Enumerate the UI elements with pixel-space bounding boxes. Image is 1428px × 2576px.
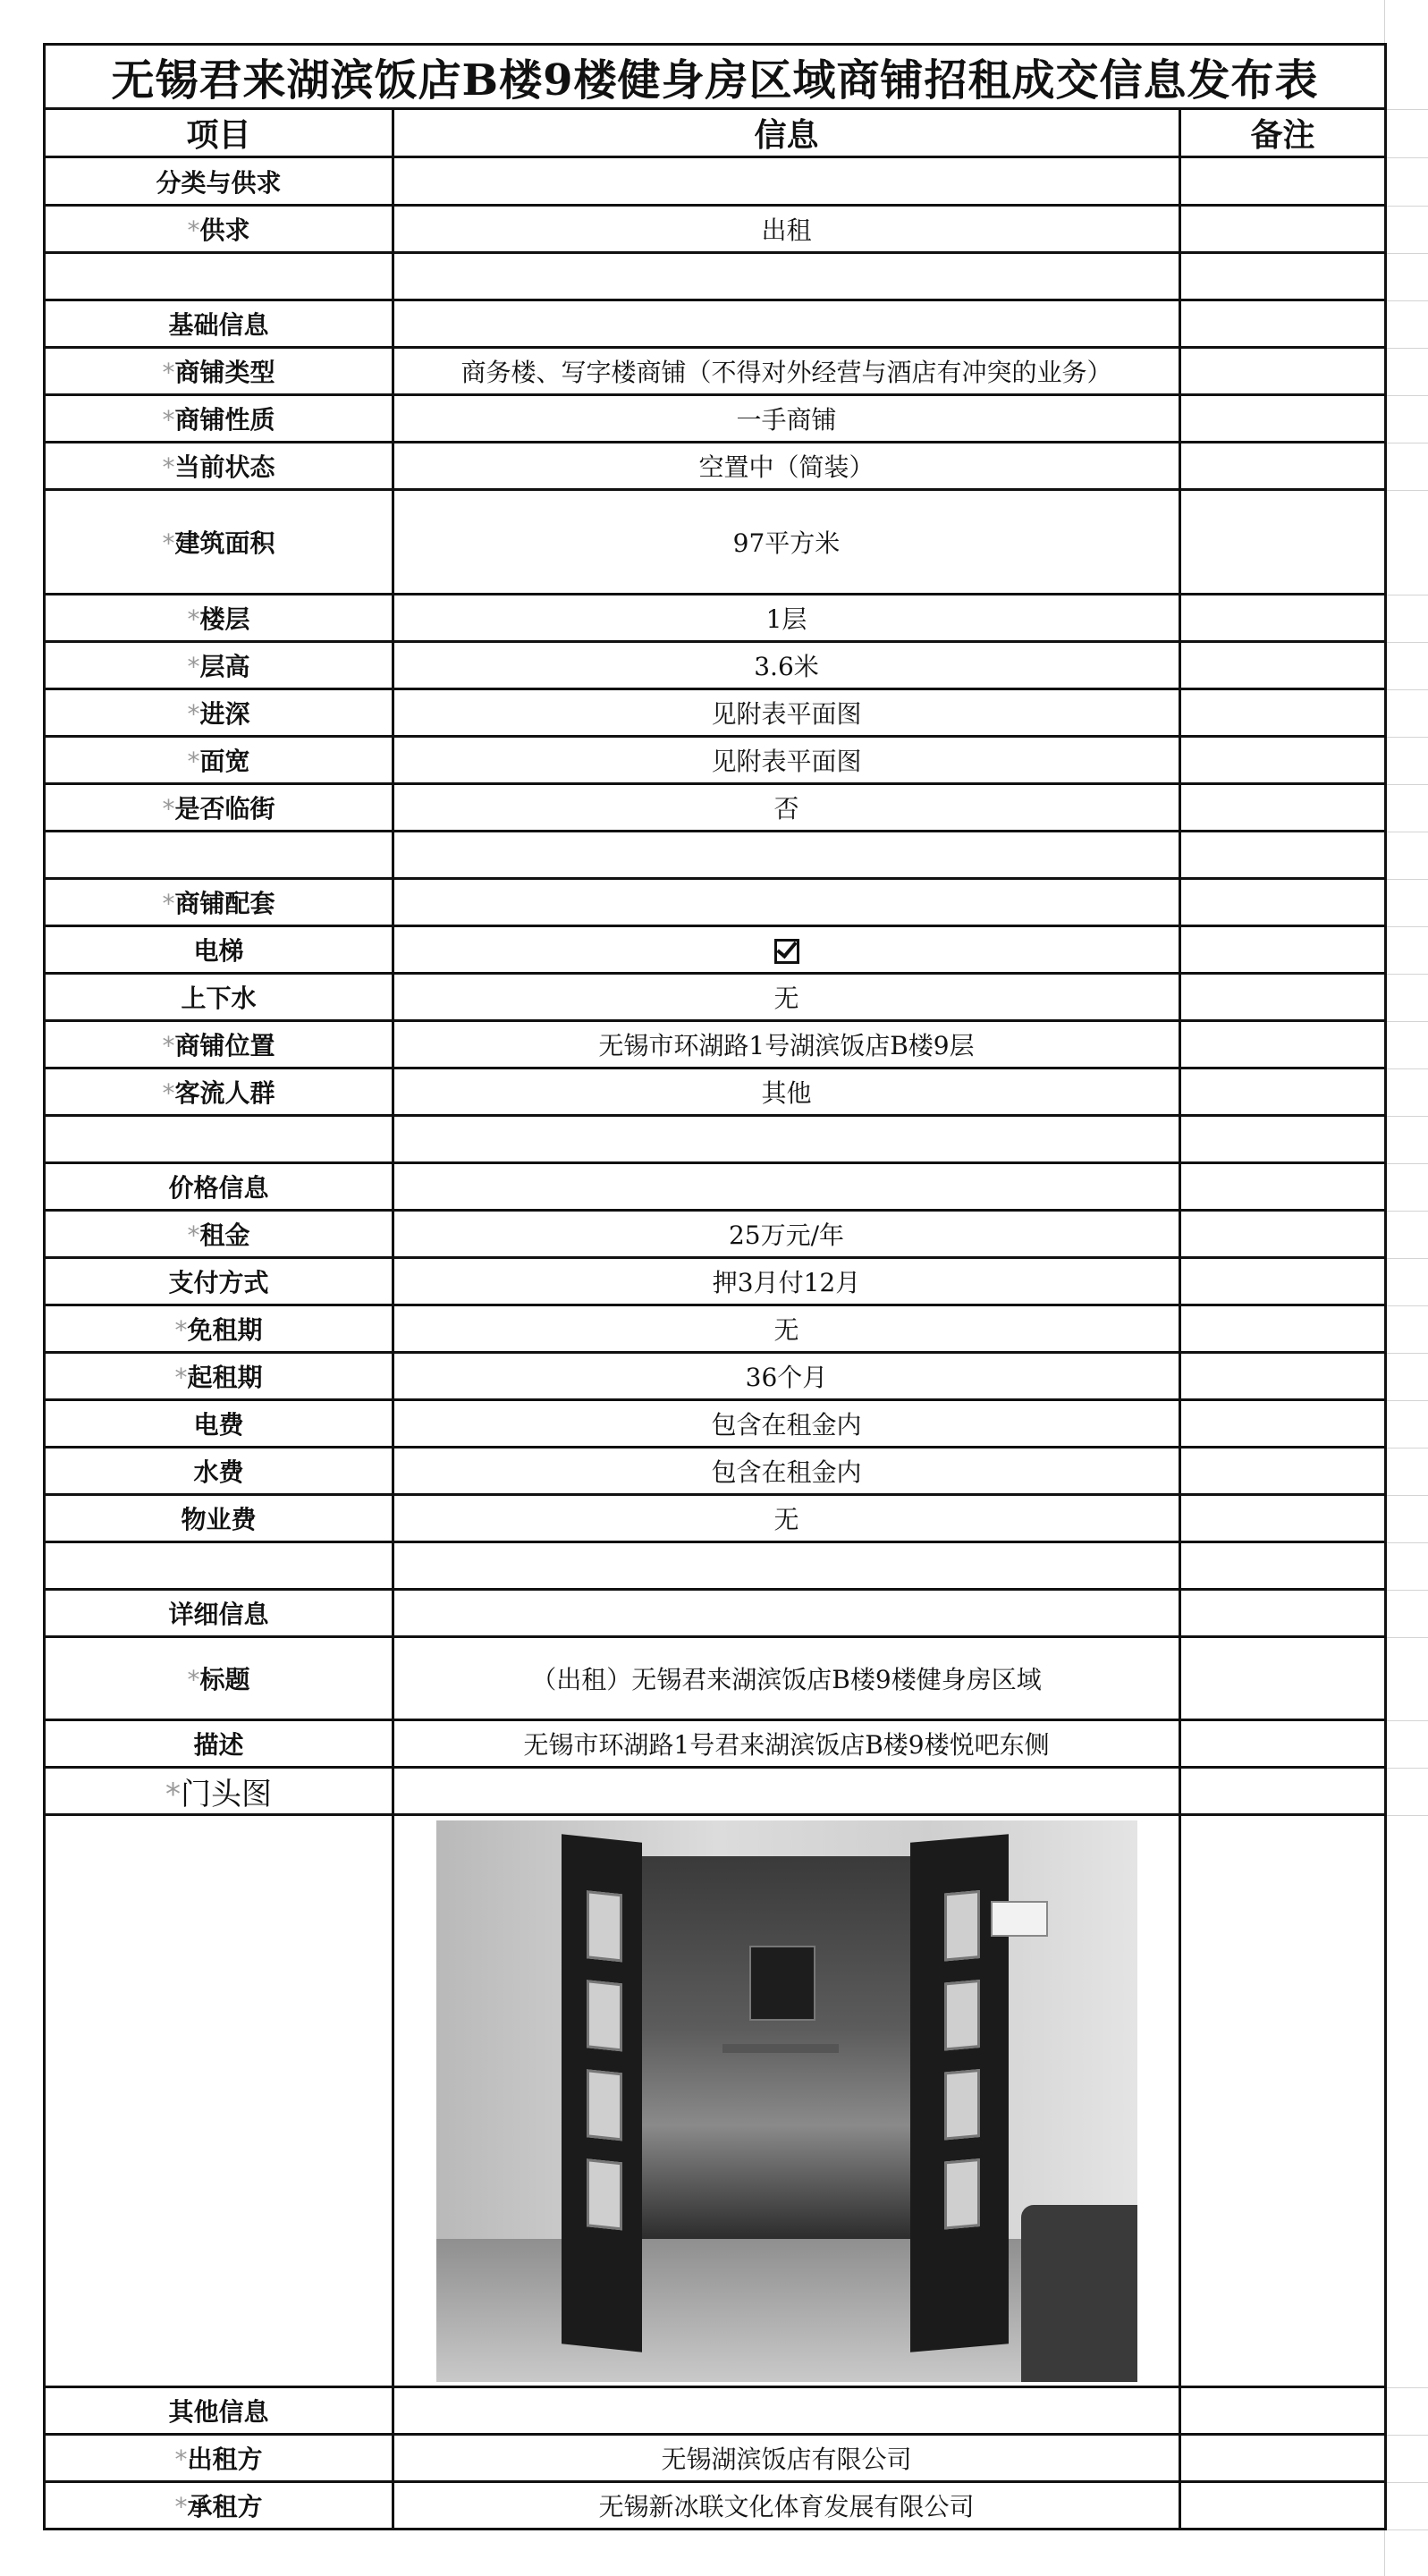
- row-label: [45, 1542, 393, 1590]
- row-value: [393, 1815, 1180, 2387]
- row-label: [45, 974, 393, 1021]
- page-title: 无锡君来湖滨饭店B楼9楼健身房区域商铺招租成交信息发布表: [45, 45, 1386, 109]
- row-label-text: 描述: [193, 1730, 244, 1760]
- row-note: [1180, 926, 1386, 974]
- gridline: [1384, 1258, 1428, 1259]
- row-note: [1180, 974, 1386, 1021]
- row-label: [45, 1353, 393, 1400]
- row-note: [1180, 1815, 1386, 2387]
- row-note: [1180, 1448, 1386, 1495]
- row-label: [45, 1815, 393, 2387]
- required-mark: *: [165, 1776, 181, 1812]
- table-row: [45, 300, 1386, 348]
- row-label: [45, 206, 393, 253]
- table-row: [45, 1815, 1386, 2387]
- row-note: [1180, 1211, 1386, 1258]
- table-row: [45, 348, 1386, 395]
- interior-shelf: [749, 1946, 815, 2021]
- row-value: 3.6米: [393, 642, 1180, 689]
- row-label-text: 电费: [193, 1410, 244, 1440]
- table-row: [45, 1448, 1386, 1495]
- gridline: [1384, 1021, 1428, 1022]
- row-value: 商务楼、写字楼商铺（不得对外经营与酒店有冲突的业务）: [393, 348, 1180, 395]
- table-row: [45, 2435, 1386, 2482]
- row-label-text: 水费: [193, 1457, 244, 1487]
- row-note: [1180, 1258, 1386, 1305]
- row-label: [45, 595, 393, 642]
- gridline: [1384, 642, 1428, 643]
- required-mark: *: [162, 452, 175, 482]
- table-row: [45, 879, 1386, 926]
- row-value: [393, 157, 1180, 206]
- row-value: [393, 1768, 1180, 1815]
- row-note: [1180, 1720, 1386, 1768]
- row-note: [1180, 2435, 1386, 2482]
- table-row: [45, 206, 1386, 253]
- row-label: [45, 2435, 393, 2482]
- row-note: [1180, 1116, 1386, 1163]
- row-value: 包含在租金内: [393, 1400, 1180, 1448]
- row-label: [45, 1768, 393, 1815]
- table-row: [45, 1768, 1386, 1815]
- row-note: [1180, 1163, 1386, 1211]
- row-label-text: 层高: [199, 652, 250, 681]
- table-row: [45, 1495, 1386, 1542]
- gridline: [1384, 2387, 1428, 2388]
- table-row: [45, 832, 1386, 879]
- gridline: [1384, 1305, 1428, 1306]
- row-label-text: 客流人群: [174, 1078, 275, 1108]
- row-label: [45, 300, 393, 348]
- required-mark: *: [174, 2492, 188, 2521]
- row-label-text: 商铺配套: [174, 889, 275, 918]
- row-value: （出租）无锡君来湖滨饭店B楼9楼健身房区域: [393, 1637, 1180, 1720]
- row-label-text: 建筑面积: [174, 528, 275, 558]
- gridline: [1384, 2482, 1428, 2483]
- row-label: [45, 832, 393, 879]
- table-row: [45, 1068, 1386, 1116]
- row-note: [1180, 395, 1386, 443]
- table-row: [45, 1258, 1386, 1305]
- required-mark: *: [162, 889, 175, 918]
- row-label-text: 供求: [199, 215, 250, 245]
- row-note: [1180, 1353, 1386, 1400]
- row-note: [1180, 253, 1386, 300]
- row-value: 97平方米: [393, 490, 1180, 595]
- table-row: [45, 1211, 1386, 1258]
- row-label-text: 起租期: [187, 1363, 263, 1392]
- row-value: 出租: [393, 206, 1180, 253]
- row-value: 空置中（简装）: [393, 443, 1180, 490]
- required-mark: *: [162, 358, 175, 387]
- gridline: [1384, 1637, 1428, 1638]
- gridline: [1384, 157, 1428, 158]
- gridline: [1384, 737, 1428, 738]
- row-label-text: 商铺性质: [174, 405, 275, 435]
- row-label: [45, 1495, 393, 1542]
- row-label-text: 标题: [199, 1665, 250, 1694]
- row-note: [1180, 832, 1386, 879]
- gridline: [1384, 1116, 1428, 1117]
- row-note: [1180, 879, 1386, 926]
- gridline: [1384, 974, 1428, 975]
- row-label-text: 租金: [199, 1220, 250, 1250]
- table-row: [45, 784, 1386, 832]
- required-mark: *: [187, 1665, 200, 1694]
- required-mark: *: [162, 528, 175, 558]
- row-value: 见附表平面图: [393, 737, 1180, 784]
- gridline: [1384, 300, 1428, 301]
- gridline: [1384, 926, 1428, 927]
- gridline: [1384, 879, 1428, 880]
- row-value: 无锡市环湖路1号湖滨饭店B楼9层: [393, 1021, 1180, 1068]
- gridline: [1384, 689, 1428, 690]
- table-row: [45, 974, 1386, 1021]
- row-value: 无: [393, 1495, 1180, 1542]
- table-row: [45, 1542, 1386, 1590]
- row-label: [45, 1637, 393, 1720]
- sofa: [1021, 2205, 1137, 2382]
- row-note: [1180, 443, 1386, 490]
- required-mark: *: [174, 1363, 188, 1392]
- table-row: [45, 1353, 1386, 1400]
- row-value: 否: [393, 784, 1180, 832]
- spreadsheet-gridlines: [1384, 0, 1428, 2576]
- gridline: [1384, 1542, 1428, 1543]
- table-row: [45, 689, 1386, 737]
- required-mark: *: [162, 405, 175, 435]
- row-value: [393, 1590, 1180, 1637]
- gridline: [1384, 1495, 1428, 1496]
- row-label: [45, 1258, 393, 1305]
- row-label-text: 门头图: [181, 1776, 272, 1812]
- row-label: [45, 253, 393, 300]
- row-value: 无锡新冰联文化体育发展有限公司: [393, 2482, 1180, 2530]
- row-note: [1180, 1068, 1386, 1116]
- row-label: [45, 1068, 393, 1116]
- row-value: [393, 300, 1180, 348]
- gridline: [1384, 1815, 1428, 1816]
- row-label-text: 详细信息: [168, 1600, 269, 1629]
- row-value: [393, 926, 1180, 974]
- row-note: [1180, 1400, 1386, 1448]
- row-label-text: 基础信息: [168, 310, 269, 340]
- required-mark: *: [162, 1078, 175, 1108]
- row-value: 1层: [393, 595, 1180, 642]
- listing-table: [43, 43, 1387, 2530]
- row-note: [1180, 737, 1386, 784]
- row-value: 无: [393, 974, 1180, 1021]
- required-mark: *: [174, 2445, 188, 2474]
- header-item: 项目: [45, 109, 393, 157]
- row-label: [45, 926, 393, 974]
- gridline: [1384, 1353, 1428, 1354]
- gridline: [1384, 1400, 1428, 1401]
- table-row: [45, 1116, 1386, 1163]
- table-row: [45, 253, 1386, 300]
- row-label: [45, 689, 393, 737]
- row-label: [45, 348, 393, 395]
- row-value: [393, 832, 1180, 879]
- row-label: [45, 1116, 393, 1163]
- row-label: [45, 1400, 393, 1448]
- row-note: [1180, 348, 1386, 395]
- table-row: [45, 926, 1386, 974]
- row-note: [1180, 1768, 1386, 1815]
- table-row: [45, 2482, 1386, 2530]
- required-mark: *: [162, 794, 175, 823]
- required-mark: *: [187, 1220, 200, 1250]
- required-mark: *: [162, 1031, 175, 1060]
- row-label-text: 其他信息: [168, 2397, 269, 2427]
- row-note: [1180, 157, 1386, 206]
- row-label: [45, 1163, 393, 1211]
- table-row: [45, 1720, 1386, 1768]
- row-note: [1180, 1021, 1386, 1068]
- row-label-text: 电梯: [193, 936, 244, 966]
- row-value: 其他: [393, 1068, 1180, 1116]
- gridline: [1384, 1720, 1428, 1721]
- gridline: [1384, 348, 1428, 349]
- row-label-text: 出租方: [187, 2445, 263, 2474]
- row-label-text: 分类与供求: [156, 167, 282, 198]
- table-row: [45, 490, 1386, 595]
- required-mark: *: [187, 652, 200, 681]
- table-row: [45, 157, 1386, 206]
- storefront-photo: [436, 1820, 1137, 2382]
- row-note: [1180, 1637, 1386, 1720]
- row-value: [393, 253, 1180, 300]
- gridline: [1384, 253, 1428, 254]
- row-label: [45, 490, 393, 595]
- row-label: [45, 157, 393, 206]
- table-row: [45, 1163, 1386, 1211]
- table-row: [45, 642, 1386, 689]
- required-mark: *: [187, 215, 200, 245]
- row-label-text: 物业费: [181, 1505, 257, 1534]
- table-row: [45, 737, 1386, 784]
- row-label: [45, 642, 393, 689]
- gridline: [1384, 1163, 1428, 1164]
- row-label: [45, 737, 393, 784]
- interior-table: [722, 2044, 839, 2053]
- table-row: [45, 1305, 1386, 1353]
- gridline: [1384, 784, 1428, 785]
- row-value: 一手商铺: [393, 395, 1180, 443]
- table-row: [45, 1400, 1386, 1448]
- row-note: [1180, 1542, 1386, 1590]
- row-note: [1180, 784, 1386, 832]
- row-label-text: 楼层: [199, 604, 250, 634]
- row-label: [45, 1305, 393, 1353]
- required-mark: *: [174, 1315, 188, 1345]
- gridline: [1384, 2435, 1428, 2436]
- row-label-text: 上下水: [181, 984, 257, 1013]
- row-value: [393, 1116, 1180, 1163]
- row-label-text: 当前状态: [174, 452, 275, 482]
- row-label-text: 价格信息: [168, 1173, 269, 1203]
- row-label: [45, 1720, 393, 1768]
- required-mark: *: [187, 699, 200, 729]
- row-label: [45, 1021, 393, 1068]
- row-label: [45, 395, 393, 443]
- row-note: [1180, 1590, 1386, 1637]
- gridline: [1384, 1211, 1428, 1212]
- row-label: [45, 2482, 393, 2530]
- row-label: [45, 784, 393, 832]
- row-label-text: 承租方: [187, 2492, 263, 2521]
- table-row: [45, 2387, 1386, 2435]
- row-note: [1180, 2387, 1386, 2435]
- table-row: [45, 395, 1386, 443]
- row-value: 无: [393, 1305, 1180, 1353]
- row-note: [1180, 1495, 1386, 1542]
- row-note: [1180, 300, 1386, 348]
- checkbox-checked-icon: [774, 939, 799, 964]
- gridline: [1384, 490, 1428, 491]
- row-label-text: 商铺类型: [174, 358, 275, 387]
- table-row: [45, 595, 1386, 642]
- row-label: [45, 1590, 393, 1637]
- row-value: 25万元/年: [393, 1211, 1180, 1258]
- table-row: [45, 1637, 1386, 1720]
- row-label-text: 支付方式: [168, 1268, 269, 1297]
- row-note: [1180, 490, 1386, 595]
- row-note: [1180, 206, 1386, 253]
- row-note: [1180, 2482, 1386, 2530]
- row-value: [393, 2387, 1180, 2435]
- row-label-text: 进深: [199, 699, 250, 729]
- row-value: [393, 879, 1180, 926]
- header-info: 信息: [393, 109, 1180, 157]
- gridline: [1384, 206, 1428, 207]
- gridline: [1384, 1590, 1428, 1591]
- gridline: [1384, 1768, 1428, 1769]
- row-label: [45, 879, 393, 926]
- required-mark: *: [187, 747, 200, 776]
- wall-sign: [991, 1901, 1048, 1937]
- row-value: [393, 1542, 1180, 1590]
- row-label: [45, 443, 393, 490]
- row-label: [45, 1211, 393, 1258]
- row-label-text: 是否临街: [174, 794, 275, 823]
- row-note: [1180, 595, 1386, 642]
- header-note: 备注: [1180, 109, 1386, 157]
- row-value: 见附表平面图: [393, 689, 1180, 737]
- table-row: [45, 1021, 1386, 1068]
- row-value: 押3月付12月: [393, 1258, 1180, 1305]
- row-note: [1180, 689, 1386, 737]
- row-note: [1180, 1305, 1386, 1353]
- row-label-text: 面宽: [199, 747, 250, 776]
- gridline: [1384, 1068, 1428, 1069]
- row-label: [45, 1448, 393, 1495]
- row-value: 无锡湖滨饭店有限公司: [393, 2435, 1180, 2482]
- door-left: [562, 1834, 642, 2352]
- gridline: [1384, 395, 1428, 396]
- row-label-text: 免租期: [187, 1315, 263, 1345]
- row-value: 36个月: [393, 1353, 1180, 1400]
- row-label: [45, 2387, 393, 2435]
- row-value: 无锡市环湖路1号君来湖滨饭店B楼9楼悦吧东侧: [393, 1720, 1180, 1768]
- row-note: [1180, 642, 1386, 689]
- table-row: [45, 443, 1386, 490]
- row-value: 包含在租金内: [393, 1448, 1180, 1495]
- table-row: [45, 1590, 1386, 1637]
- gridline: [1384, 109, 1428, 110]
- required-mark: *: [187, 604, 200, 634]
- row-value: [393, 1163, 1180, 1211]
- row-label-text: 商铺位置: [174, 1031, 275, 1060]
